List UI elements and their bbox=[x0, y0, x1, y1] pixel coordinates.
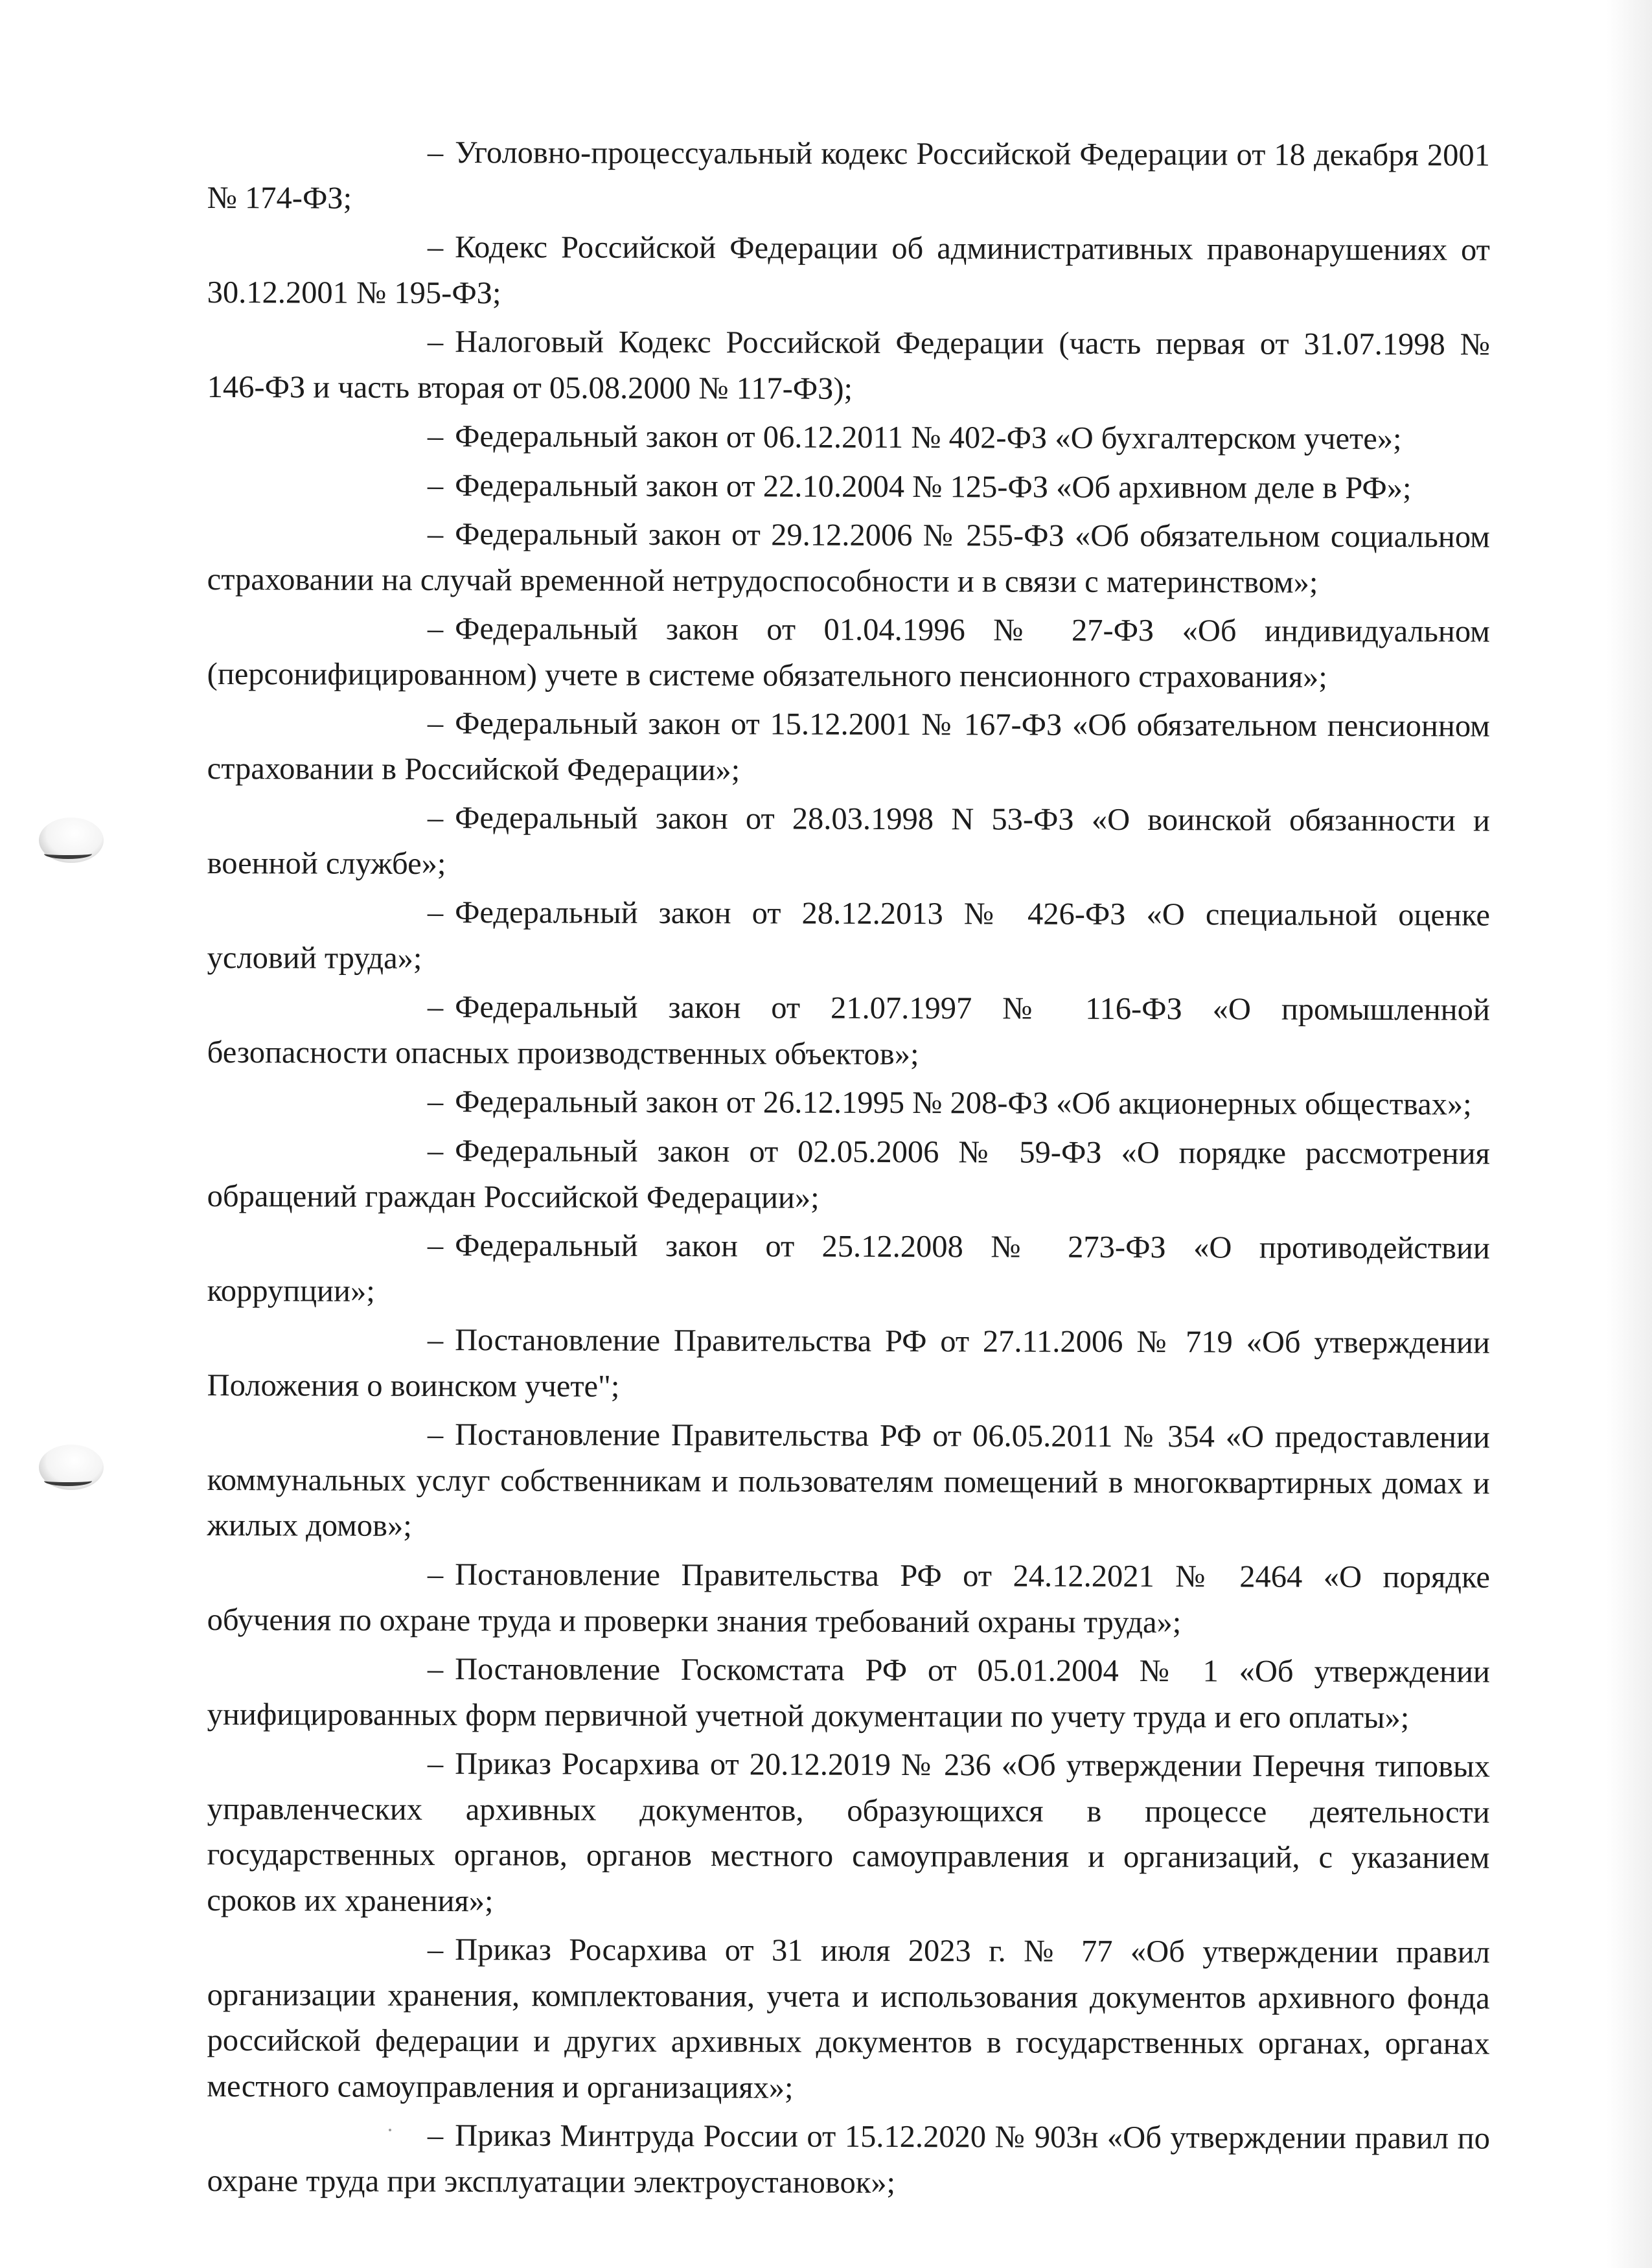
dash-bullet: – bbox=[427, 468, 444, 503]
list-item bbox=[207, 984, 1490, 1079]
dash-bullet: – bbox=[427, 611, 444, 647]
list-item bbox=[207, 319, 1490, 414]
list-item-text: Федеральный закон от 29.12.2006 № 255-ФЗ «Об обязательном социальном страховании на случай временной нетрудоспособности и в связи с материнством»; bbox=[207, 517, 1490, 600]
dash-bullet: – bbox=[427, 800, 444, 836]
list-item-text: Федеральный закон от 26.12.1995 № 208-ФЗ «Об акционерных обществах»; bbox=[455, 1084, 1472, 1122]
list-item-text: Постановление Правительства РФ от 24.12.2021 № 2464 «О порядке обучения по охране труда и проверки знания требований охраны труда»; bbox=[207, 1557, 1490, 1640]
list-item bbox=[207, 511, 1490, 606]
list-item-text: Приказ Минтруда России от 15.12.2020 № 903н «Об утверждении правил по охране труда при эксплуатации электроустановок»; bbox=[207, 2118, 1490, 2200]
list-item-text: Федеральный закон от 28.03.1998 N 53-ФЗ «О воинской обязанности и военной службе»; bbox=[207, 801, 1490, 881]
list-item bbox=[207, 1222, 1490, 1318]
list-item bbox=[207, 1646, 1490, 1741]
list-item bbox=[207, 413, 1490, 463]
dash-bullet: – bbox=[427, 1557, 444, 1592]
list-item-text: Федеральный закон от 01.04.1996 № 27-ФЗ «Об индивидуальном (персонифицированном) учете в системе обязательного пенсионного страхования»; bbox=[207, 612, 1490, 694]
list-item bbox=[207, 224, 1490, 319]
dash-bullet: – bbox=[427, 1746, 444, 1781]
dash-bullet: – bbox=[427, 229, 444, 265]
list-item bbox=[207, 130, 1490, 225]
list-item bbox=[207, 1128, 1490, 1223]
list-item-text: Кодекс Российской Федерации об административных правонарушениях от 30.12.2001 № 195-ФЗ; bbox=[207, 230, 1490, 310]
dash-bullet: – bbox=[427, 1417, 444, 1452]
dash-bullet: – bbox=[427, 1651, 444, 1687]
list-item-text: Федеральный закон от 25.12.2008 № 273-ФЗ «О противодействии коррупции»; bbox=[207, 1228, 1490, 1308]
punch-hole-lower bbox=[39, 1445, 104, 1490]
list-item-text: Постановление Правительства РФ от 06.05.2011 № 354 «О предоставлении коммунальных услуг собственникам и пользователям помещений в многоквартирных домах и жилых домов»; bbox=[207, 1417, 1490, 1543]
dash-bullet: – bbox=[427, 705, 444, 741]
list-item bbox=[207, 1317, 1490, 1412]
list-item bbox=[207, 1079, 1490, 1128]
list-item-text: Приказ Росархива от 31 июля 2023 г. № 77 «Об утверждении правил организации хранения, комплектования, учета и использования документов архивного фонда российской федерации и других архивных документов в государственных органах, органах местного самоуправления и организациях»; bbox=[207, 1932, 1490, 2105]
dash-bullet: – bbox=[427, 895, 444, 930]
list-item-text: Федеральный закон от 02.05.2006 № 59-ФЗ «О порядке рассмотрения обращений граждан Российской Федерации»; bbox=[207, 1133, 1490, 1215]
list-item-text: Федеральный закон от 22.10.2004 № 125-ФЗ «Об архивном деле в РФ»; bbox=[455, 468, 1412, 505]
list-item bbox=[207, 1927, 1490, 2113]
dash-bullet: – bbox=[427, 2118, 444, 2153]
page-edge-shadow bbox=[1607, 0, 1652, 2268]
dash-bullet: – bbox=[427, 1084, 444, 1119]
dash-bullet: – bbox=[427, 1932, 444, 1967]
dash-bullet: – bbox=[427, 418, 444, 454]
dash-bullet: – bbox=[427, 1228, 444, 1263]
list-item bbox=[207, 889, 1490, 985]
dash-bullet: – bbox=[427, 135, 444, 170]
list-item-text: Постановление Правительства РФ от 27.11.2006 № 719 «Об утверждении Положения о воинском учете"; bbox=[207, 1322, 1490, 1403]
dash-bullet: – bbox=[427, 989, 444, 1025]
list-item-text: Приказ Росархива от 20.12.2019 № 236 «Об утверждении Перечня типовых управленческих архивных документов, образующихся в процессе деятельности государственных органов, органов местного самоуправления и организаций, с указанием сроков их хранения»; bbox=[207, 1747, 1490, 1918]
list-item-text: Уголовно-процессуальный кодекс Российской Федерации от 18 декабря 2001 № 174-ФЗ; bbox=[207, 135, 1490, 216]
list-item bbox=[207, 1552, 1490, 1647]
list-item-text: Федеральный закон от 21.07.1997 № 116-ФЗ «О промышленной безопасности опасных производственных объектов»; bbox=[207, 990, 1490, 1071]
dash-bullet: – bbox=[427, 1322, 444, 1357]
list-item bbox=[207, 2113, 1490, 2208]
list-item bbox=[207, 795, 1490, 890]
legal-acts-list bbox=[207, 130, 1490, 2207]
list-item-text: Налоговый Кодекс Российской Федерации (часть первая от 31.07.1998 № 146-ФЗ и часть вторая от 05.08.2000 № 117-ФЗ); bbox=[207, 325, 1490, 406]
dash-bullet: – bbox=[427, 324, 444, 360]
list-item-text: Федеральный закон от 28.12.2013 № 426-ФЗ «О специальной оценке условий труда»; bbox=[207, 895, 1490, 976]
list-item bbox=[207, 606, 1490, 701]
list-item bbox=[207, 1412, 1490, 1552]
list-item-text: Постановление Госкомстата РФ от 05.01.2004 № 1 «Об утверждении унифицированных форм первичной учетной документации по учету труда и его оплаты»; bbox=[207, 1652, 1490, 1735]
list-item bbox=[207, 700, 1490, 796]
dash-bullet: – bbox=[427, 1133, 444, 1168]
punch-hole-upper bbox=[39, 818, 104, 863]
list-item-text: Федеральный закон от 15.12.2001 № 167-ФЗ «Об обязательном пенсионном страховании в Российской Федерации»; bbox=[207, 706, 1490, 787]
list-item bbox=[207, 463, 1490, 512]
list-item-text: Федеральный закон от 06.12.2011 № 402-ФЗ «О бухгалтерском учете»; bbox=[455, 419, 1402, 457]
list-item bbox=[207, 1741, 1490, 1927]
dash-bullet: – bbox=[427, 516, 444, 552]
